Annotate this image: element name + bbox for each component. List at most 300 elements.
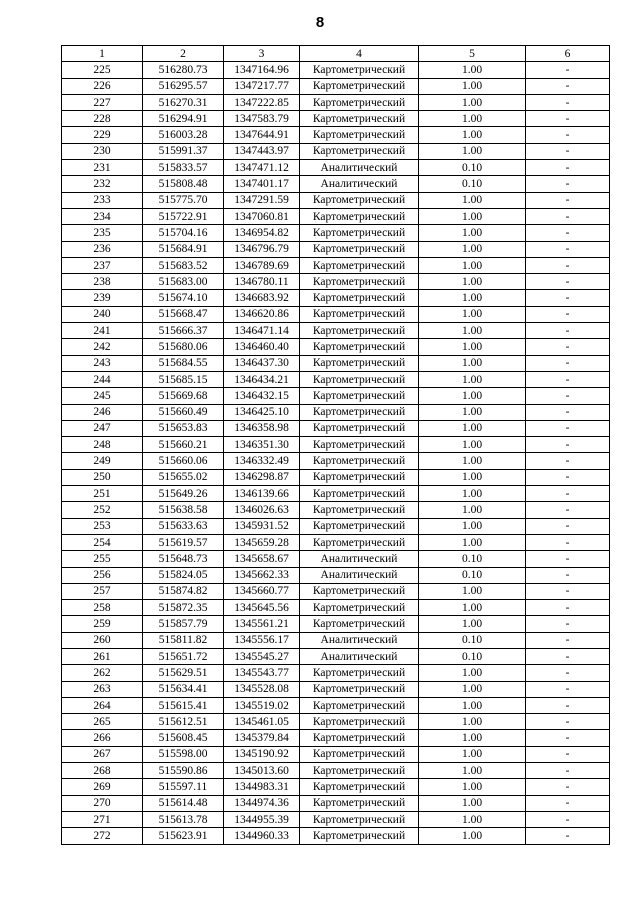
note-cell: -	[526, 486, 610, 502]
y-coordinate-cell: 1345528.08	[224, 681, 300, 697]
point-number-cell: 257	[62, 583, 143, 599]
note-cell: -	[526, 632, 610, 648]
method-cell: Картометрический	[300, 534, 419, 550]
method-cell: Картометрический	[300, 681, 419, 697]
x-coordinate-cell: 515857.79	[143, 616, 224, 632]
method-cell: Картометрический	[300, 274, 419, 290]
accuracy-cell: 1.00	[419, 697, 526, 713]
accuracy-cell: 1.00	[419, 241, 526, 257]
accuracy-cell: 0.10	[419, 551, 526, 567]
x-coordinate-cell: 515633.63	[143, 518, 224, 534]
note-cell: -	[526, 648, 610, 664]
note-cell: -	[526, 453, 610, 469]
x-coordinate-cell: 515874.82	[143, 583, 224, 599]
accuracy-cell: 1.00	[419, 616, 526, 632]
point-number-cell: 246	[62, 404, 143, 420]
accuracy-cell: 1.00	[419, 518, 526, 534]
accuracy-cell: 1.00	[419, 681, 526, 697]
method-cell: Картометрический	[300, 697, 419, 713]
y-coordinate-cell: 1346351.30	[224, 437, 300, 453]
table-row	[62, 795, 610, 811]
table-body	[62, 62, 610, 844]
x-coordinate-cell: 515649.26	[143, 486, 224, 502]
note-cell: -	[526, 388, 610, 404]
table-row	[62, 730, 610, 746]
y-coordinate-cell: 1346954.82	[224, 225, 300, 241]
point-number-cell: 266	[62, 730, 143, 746]
accuracy-cell: 0.10	[419, 160, 526, 176]
x-coordinate-cell: 515590.86	[143, 763, 224, 779]
y-coordinate-cell: 1346620.86	[224, 306, 300, 322]
method-cell: Картометрический	[300, 502, 419, 518]
accuracy-cell: 1.00	[419, 225, 526, 241]
column-header-5: 5	[419, 46, 526, 62]
y-coordinate-cell: 1346298.87	[224, 469, 300, 485]
table-row	[62, 567, 610, 583]
note-cell: -	[526, 404, 610, 420]
point-number-cell: 248	[62, 437, 143, 453]
column-header-1: 1	[62, 46, 143, 62]
note-cell: -	[526, 795, 610, 811]
y-coordinate-cell: 1345662.33	[224, 567, 300, 583]
y-coordinate-cell: 1346425.10	[224, 404, 300, 420]
page-number: 8	[315, 14, 325, 31]
note-cell: -	[526, 225, 610, 241]
y-coordinate-cell: 1345660.77	[224, 583, 300, 599]
table-row	[62, 323, 610, 339]
x-coordinate-cell: 515811.82	[143, 632, 224, 648]
accuracy-cell: 1.00	[419, 62, 526, 78]
accuracy-cell: 1.00	[419, 811, 526, 827]
point-number-cell: 264	[62, 697, 143, 713]
x-coordinate-cell: 515648.73	[143, 551, 224, 567]
point-number-cell: 241	[62, 323, 143, 339]
method-cell: Картометрический	[300, 600, 419, 616]
point-number-cell: 247	[62, 420, 143, 436]
note-cell: -	[526, 779, 610, 795]
accuracy-cell: 1.00	[419, 420, 526, 436]
accuracy-cell: 0.10	[419, 632, 526, 648]
point-number-cell: 244	[62, 371, 143, 387]
point-number-cell: 225	[62, 62, 143, 78]
y-coordinate-cell: 1345659.28	[224, 534, 300, 550]
x-coordinate-cell: 515619.57	[143, 534, 224, 550]
table-row	[62, 779, 610, 795]
accuracy-cell: 0.10	[419, 648, 526, 664]
point-number-cell: 237	[62, 257, 143, 273]
table-row	[62, 241, 610, 257]
x-coordinate-cell: 515674.10	[143, 290, 224, 306]
accuracy-cell: 1.00	[419, 828, 526, 844]
y-coordinate-cell: 1347583.79	[224, 111, 300, 127]
note-cell: -	[526, 583, 610, 599]
point-number-cell: 259	[62, 616, 143, 632]
note-cell: -	[526, 62, 610, 78]
table-row	[62, 339, 610, 355]
point-number-cell: 269	[62, 779, 143, 795]
method-cell: Картометрический	[300, 779, 419, 795]
y-coordinate-cell: 1347471.12	[224, 160, 300, 176]
table-row	[62, 111, 610, 127]
y-coordinate-cell: 1346139.66	[224, 486, 300, 502]
note-cell: -	[526, 160, 610, 176]
x-coordinate-cell: 515655.02	[143, 469, 224, 485]
accuracy-cell: 1.00	[419, 208, 526, 224]
point-number-cell: 242	[62, 339, 143, 355]
point-number-cell: 256	[62, 567, 143, 583]
y-coordinate-cell: 1344960.33	[224, 828, 300, 844]
x-coordinate-cell: 515598.00	[143, 746, 224, 762]
method-cell: Картометрический	[300, 257, 419, 273]
table-row	[62, 616, 610, 632]
accuracy-cell: 1.00	[419, 78, 526, 94]
method-cell: Картометрический	[300, 763, 419, 779]
table-row	[62, 469, 610, 485]
method-cell: Картометрический	[300, 388, 419, 404]
point-number-cell: 236	[62, 241, 143, 257]
table-row	[62, 127, 610, 143]
table-row	[62, 502, 610, 518]
y-coordinate-cell: 1345658.67	[224, 551, 300, 567]
accuracy-cell: 1.00	[419, 339, 526, 355]
note-cell: -	[526, 502, 610, 518]
column-header-4: 4	[300, 46, 419, 62]
table-row	[62, 78, 610, 94]
method-cell: Картометрический	[300, 404, 419, 420]
note-cell: -	[526, 551, 610, 567]
accuracy-cell: 0.10	[419, 176, 526, 192]
point-number-cell: 272	[62, 828, 143, 844]
point-number-cell: 251	[62, 486, 143, 502]
note-cell: -	[526, 290, 610, 306]
note-cell: -	[526, 94, 610, 110]
y-coordinate-cell: 1345543.77	[224, 665, 300, 681]
table-row	[62, 746, 610, 762]
x-coordinate-cell: 516003.28	[143, 127, 224, 143]
method-cell: Аналитический	[300, 648, 419, 664]
method-cell: Картометрический	[300, 486, 419, 502]
point-number-cell: 239	[62, 290, 143, 306]
x-coordinate-cell: 516294.91	[143, 111, 224, 127]
method-cell: Картометрический	[300, 62, 419, 78]
method-cell: Картометрический	[300, 616, 419, 632]
y-coordinate-cell: 1346789.69	[224, 257, 300, 273]
x-coordinate-cell: 515683.52	[143, 257, 224, 273]
accuracy-cell: 1.00	[419, 257, 526, 273]
y-coordinate-cell: 1346332.49	[224, 453, 300, 469]
note-cell: -	[526, 306, 610, 322]
x-coordinate-cell: 515623.91	[143, 828, 224, 844]
point-number-cell: 267	[62, 746, 143, 762]
x-coordinate-cell: 515629.51	[143, 665, 224, 681]
x-coordinate-cell: 515615.41	[143, 697, 224, 713]
table-row	[62, 371, 610, 387]
point-number-cell: 249	[62, 453, 143, 469]
y-coordinate-cell: 1344974.36	[224, 795, 300, 811]
x-coordinate-cell: 515684.55	[143, 355, 224, 371]
point-number-cell: 253	[62, 518, 143, 534]
table-row	[62, 486, 610, 502]
y-coordinate-cell: 1346026.63	[224, 502, 300, 518]
point-number-cell: 270	[62, 795, 143, 811]
method-cell: Картометрический	[300, 306, 419, 322]
y-coordinate-cell: 1346434.21	[224, 371, 300, 387]
point-number-cell: 229	[62, 127, 143, 143]
point-number-cell: 265	[62, 714, 143, 730]
note-cell: -	[526, 111, 610, 127]
y-coordinate-cell: 1345519.02	[224, 697, 300, 713]
point-number-cell: 233	[62, 192, 143, 208]
note-cell: -	[526, 355, 610, 371]
method-cell: Картометрический	[300, 795, 419, 811]
x-coordinate-cell: 515872.35	[143, 600, 224, 616]
point-number-cell: 245	[62, 388, 143, 404]
x-coordinate-cell: 515991.37	[143, 143, 224, 159]
accuracy-cell: 1.00	[419, 730, 526, 746]
x-coordinate-cell: 515704.16	[143, 225, 224, 241]
accuracy-cell: 1.00	[419, 127, 526, 143]
note-cell: -	[526, 437, 610, 453]
note-cell: -	[526, 339, 610, 355]
accuracy-cell: 1.00	[419, 94, 526, 110]
accuracy-cell: 1.00	[419, 746, 526, 762]
table-row	[62, 437, 610, 453]
note-cell: -	[526, 600, 610, 616]
table-row	[62, 697, 610, 713]
coordinates-table	[61, 45, 610, 845]
note-cell: -	[526, 665, 610, 681]
y-coordinate-cell: 1347443.97	[224, 143, 300, 159]
point-number-cell: 250	[62, 469, 143, 485]
note-cell: -	[526, 828, 610, 844]
point-number-cell: 271	[62, 811, 143, 827]
note-cell: -	[526, 127, 610, 143]
table-row	[62, 583, 610, 599]
table-row	[62, 828, 610, 844]
point-number-cell: 255	[62, 551, 143, 567]
method-cell: Картометрический	[300, 192, 419, 208]
note-cell: -	[526, 143, 610, 159]
method-cell: Картометрический	[300, 225, 419, 241]
method-cell: Аналитический	[300, 632, 419, 648]
accuracy-cell: 1.00	[419, 371, 526, 387]
x-coordinate-cell: 515833.57	[143, 160, 224, 176]
table-row	[62, 274, 610, 290]
note-cell: -	[526, 681, 610, 697]
x-coordinate-cell: 515680.06	[143, 339, 224, 355]
x-coordinate-cell: 515808.48	[143, 176, 224, 192]
column-header-2: 2	[143, 46, 224, 62]
y-coordinate-cell: 1345561.21	[224, 616, 300, 632]
x-coordinate-cell: 515634.41	[143, 681, 224, 697]
accuracy-cell: 1.00	[419, 534, 526, 550]
table-row	[62, 208, 610, 224]
point-number-cell: 234	[62, 208, 143, 224]
table-row	[62, 94, 610, 110]
x-coordinate-cell: 515660.49	[143, 404, 224, 420]
accuracy-cell: 1.00	[419, 600, 526, 616]
note-cell: -	[526, 730, 610, 746]
note-cell: -	[526, 697, 610, 713]
accuracy-cell: 1.00	[419, 583, 526, 599]
note-cell: -	[526, 763, 610, 779]
table-row	[62, 192, 610, 208]
method-cell: Аналитический	[300, 567, 419, 583]
accuracy-cell: 1.00	[419, 437, 526, 453]
y-coordinate-cell: 1346460.40	[224, 339, 300, 355]
note-cell: -	[526, 567, 610, 583]
method-cell: Картометрический	[300, 94, 419, 110]
note-cell: -	[526, 714, 610, 730]
x-coordinate-cell: 515775.70	[143, 192, 224, 208]
accuracy-cell: 1.00	[419, 306, 526, 322]
x-coordinate-cell: 515653.83	[143, 420, 224, 436]
y-coordinate-cell: 1346683.92	[224, 290, 300, 306]
x-coordinate-cell: 515612.51	[143, 714, 224, 730]
y-coordinate-cell: 1345461.05	[224, 714, 300, 730]
x-coordinate-cell: 515683.00	[143, 274, 224, 290]
table-row	[62, 811, 610, 827]
table-row	[62, 355, 610, 371]
point-number-cell: 226	[62, 78, 143, 94]
point-number-cell: 240	[62, 306, 143, 322]
method-cell: Картометрический	[300, 714, 419, 730]
note-cell: -	[526, 469, 610, 485]
note-cell: -	[526, 208, 610, 224]
note-cell: -	[526, 257, 610, 273]
method-cell: Картометрический	[300, 746, 419, 762]
x-coordinate-cell: 515669.68	[143, 388, 224, 404]
table-row	[62, 225, 610, 241]
table-row	[62, 420, 610, 436]
table-row	[62, 62, 610, 78]
accuracy-cell: 1.00	[419, 665, 526, 681]
note-cell: -	[526, 192, 610, 208]
accuracy-cell: 1.00	[419, 388, 526, 404]
note-cell: -	[526, 176, 610, 192]
method-cell: Картометрический	[300, 127, 419, 143]
note-cell: -	[526, 274, 610, 290]
y-coordinate-cell: 1345931.52	[224, 518, 300, 534]
point-number-cell: 263	[62, 681, 143, 697]
method-cell: Картометрический	[300, 437, 419, 453]
table-row	[62, 600, 610, 616]
table-header-row	[62, 46, 610, 62]
accuracy-cell: 1.00	[419, 404, 526, 420]
method-cell: Картометрический	[300, 241, 419, 257]
y-coordinate-cell: 1346471.14	[224, 323, 300, 339]
accuracy-cell: 1.00	[419, 714, 526, 730]
accuracy-cell: 1.00	[419, 274, 526, 290]
y-coordinate-cell: 1347291.59	[224, 192, 300, 208]
y-coordinate-cell: 1347401.17	[224, 176, 300, 192]
table-row	[62, 763, 610, 779]
method-cell: Картометрический	[300, 811, 419, 827]
point-number-cell: 228	[62, 111, 143, 127]
table-row	[62, 518, 610, 534]
y-coordinate-cell: 1346437.30	[224, 355, 300, 371]
y-coordinate-cell: 1344955.39	[224, 811, 300, 827]
method-cell: Картометрический	[300, 290, 419, 306]
table-row	[62, 714, 610, 730]
point-number-cell: 231	[62, 160, 143, 176]
accuracy-cell: 0.10	[419, 567, 526, 583]
accuracy-cell: 1.00	[419, 779, 526, 795]
method-cell: Картометрический	[300, 208, 419, 224]
point-number-cell: 268	[62, 763, 143, 779]
note-cell: -	[526, 78, 610, 94]
y-coordinate-cell: 1346796.79	[224, 241, 300, 257]
method-cell: Картометрический	[300, 111, 419, 127]
y-coordinate-cell: 1345190.92	[224, 746, 300, 762]
method-cell: Картометрический	[300, 665, 419, 681]
method-cell: Картометрический	[300, 453, 419, 469]
x-coordinate-cell: 515614.48	[143, 795, 224, 811]
note-cell: -	[526, 811, 610, 827]
table-row	[62, 551, 610, 567]
y-coordinate-cell: 1347217.77	[224, 78, 300, 94]
y-coordinate-cell: 1345013.60	[224, 763, 300, 779]
column-header-6: 6	[526, 46, 610, 62]
table-row	[62, 665, 610, 681]
note-cell: -	[526, 323, 610, 339]
x-coordinate-cell: 516295.57	[143, 78, 224, 94]
x-coordinate-cell: 515660.06	[143, 453, 224, 469]
x-coordinate-cell: 515722.91	[143, 208, 224, 224]
point-number-cell: 243	[62, 355, 143, 371]
table-row	[62, 648, 610, 664]
point-number-cell: 260	[62, 632, 143, 648]
x-coordinate-cell: 516270.31	[143, 94, 224, 110]
table-row	[62, 306, 610, 322]
point-number-cell: 254	[62, 534, 143, 550]
x-coordinate-cell: 515638.58	[143, 502, 224, 518]
note-cell: -	[526, 534, 610, 550]
point-number-cell: 252	[62, 502, 143, 518]
method-cell: Аналитический	[300, 160, 419, 176]
x-coordinate-cell: 516280.73	[143, 62, 224, 78]
point-number-cell: 258	[62, 600, 143, 616]
accuracy-cell: 1.00	[419, 763, 526, 779]
y-coordinate-cell: 1346780.11	[224, 274, 300, 290]
x-coordinate-cell: 515597.11	[143, 779, 224, 795]
table-row	[62, 404, 610, 420]
point-number-cell: 261	[62, 648, 143, 664]
y-coordinate-cell: 1346432.15	[224, 388, 300, 404]
accuracy-cell: 1.00	[419, 795, 526, 811]
y-coordinate-cell: 1347222.85	[224, 94, 300, 110]
accuracy-cell: 1.00	[419, 323, 526, 339]
point-number-cell: 238	[62, 274, 143, 290]
point-number-cell: 232	[62, 176, 143, 192]
x-coordinate-cell: 515685.15	[143, 371, 224, 387]
y-coordinate-cell: 1345379.84	[224, 730, 300, 746]
x-coordinate-cell: 515684.91	[143, 241, 224, 257]
y-coordinate-cell: 1345556.17	[224, 632, 300, 648]
note-cell: -	[526, 616, 610, 632]
method-cell: Аналитический	[300, 551, 419, 567]
x-coordinate-cell: 515613.78	[143, 811, 224, 827]
table-row	[62, 257, 610, 273]
note-cell: -	[526, 746, 610, 762]
y-coordinate-cell: 1347644.91	[224, 127, 300, 143]
note-cell: -	[526, 371, 610, 387]
method-cell: Картометрический	[300, 143, 419, 159]
note-cell: -	[526, 518, 610, 534]
point-number-cell: 235	[62, 225, 143, 241]
y-coordinate-cell: 1345545.27	[224, 648, 300, 664]
method-cell: Картометрический	[300, 339, 419, 355]
